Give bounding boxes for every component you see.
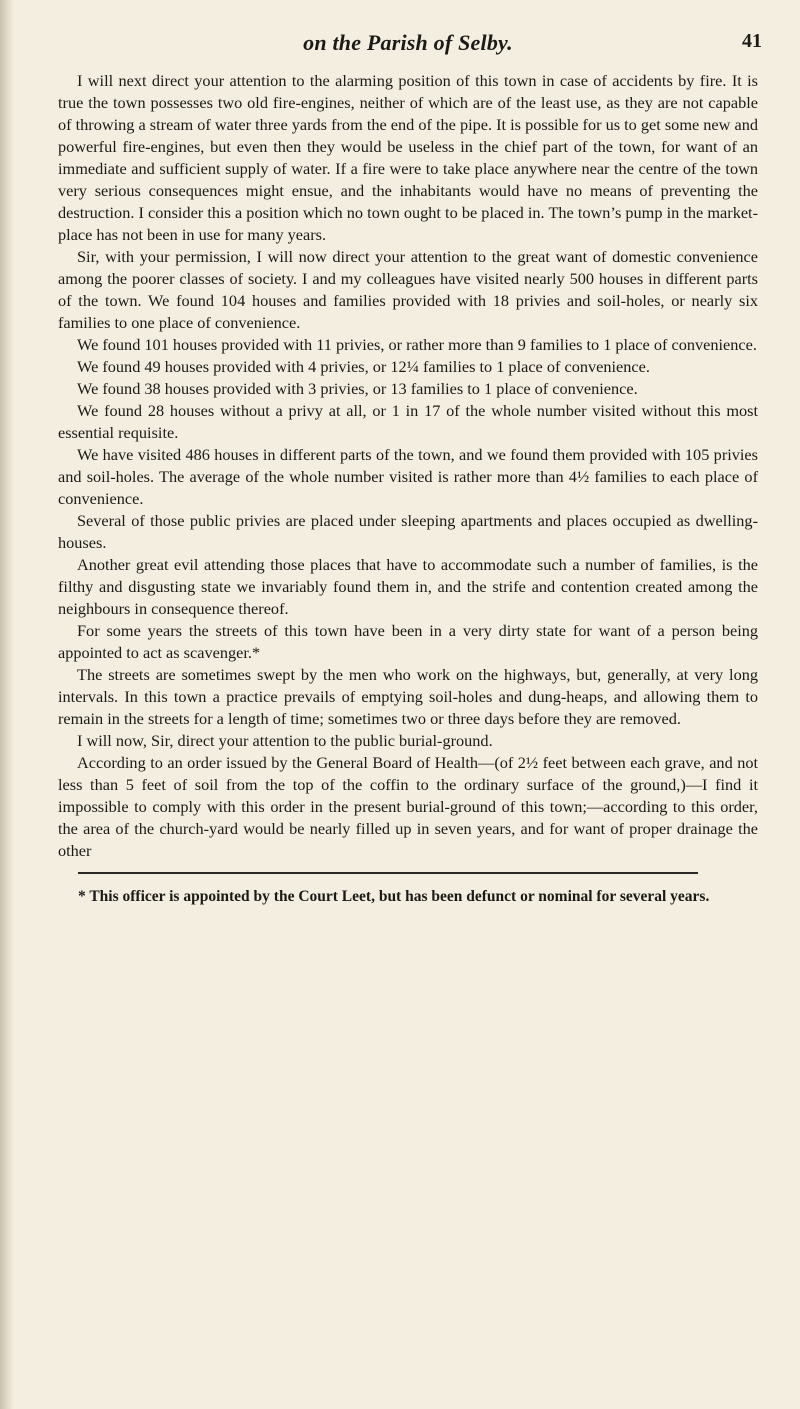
paragraph: I will now, Sir, direct your attention to the public burial-ground. (77, 731, 493, 750)
footnote: * This officer is appointed by the Court Leet, but has been defunct or nominal for several years. (78, 888, 710, 905)
paragraph: We found 38 houses provided with 3 privies, or 13 families to 1 place of convenience. (77, 379, 638, 398)
page-binding-shadow (0, 0, 14, 1409)
book-page (58, 28, 762, 907)
body-text (58, 70, 758, 862)
footnote-rule (78, 872, 698, 874)
page-number: 41 (742, 30, 762, 52)
paragraph: According to an order issued by the General Board of Health—(of 2½ feet between each grave, and not less than 5 feet of soil from the top of the coffin to the ordinary surface of the ground,)—I find it impossible to comply with this order in the present burial-ground of this town;—according to this order, the area of the church-yard would be nearly filled up in seven years, and for want of proper drainage the other (58, 753, 758, 860)
paragraph: We found 49 houses provided with 4 privies, or 12¼ families to 1 place of convenience. (77, 357, 650, 376)
paragraph: Several of those public privies are placed under sleeping apartments and places occupied as dwelling-houses. (58, 511, 758, 552)
running-title: on the Parish of Selby. (303, 30, 513, 55)
paragraph: Another great evil attending those places that have to accommodate such a number of families, is the filthy and disgusting state we invariably found them in, and the strife and contention created among the neighbours in consequence thereof. (58, 555, 758, 618)
paragraph: We found 28 houses without a privy at all, or 1 in 17 of the whole number visited without this most essential requisite. (58, 401, 758, 442)
paragraph: We found 101 houses provided with 11 privies, or rather more than 9 families to 1 place of convenience. (77, 335, 757, 354)
paragraph: Sir, with your permission, I will now direct your attention to the great want of domestic convenience among the poorer classes of society. I and my colleagues have visited nearly 500 houses in different parts of the town. We found 104 houses and families provided with 18 privies and soil-holes, or nearly six families to one place of convenience. (58, 247, 758, 332)
running-head (58, 28, 762, 64)
paragraph: For some years the streets of this town have been in a very dirty state for want of a person being appointed to act as scavenger.* (58, 621, 758, 662)
paragraph: The streets are sometimes swept by the men who work on the highways, but, generally, at very long intervals. In this town a practice prevails of emptying soil-holes and dung-heaps, and allowing them to remain in the streets for a length of time; sometimes two or three days before they are removed. (58, 665, 758, 728)
paragraph: I will next direct your attention to the alarming position of this town in case of accidents by fire. It is true the town possesses two old fire-engines, neither of which are of the least use, as they are not capable of throwing a stream of water three yards from the end of the pipe. It is possible for us to get some new and powerful fire-engines, but even then they would be useless in the chief part of the town, for want of an immediate and sufficient supply of water. If a fire were to take place anywhere near the centre of the town very serious consequences might ensue, and the inhabitants would have no means of preventing the destruction. I consider this a position which no town ought to be placed in. The town’s pump in the market-place has not been in use for many years. (58, 71, 758, 244)
paragraph: We have visited 486 houses in different parts of the town, and we found them provided with 105 privies and soil-holes. The average of the whole number visited is rather more than 4½ families to each place of convenience. (58, 445, 758, 508)
